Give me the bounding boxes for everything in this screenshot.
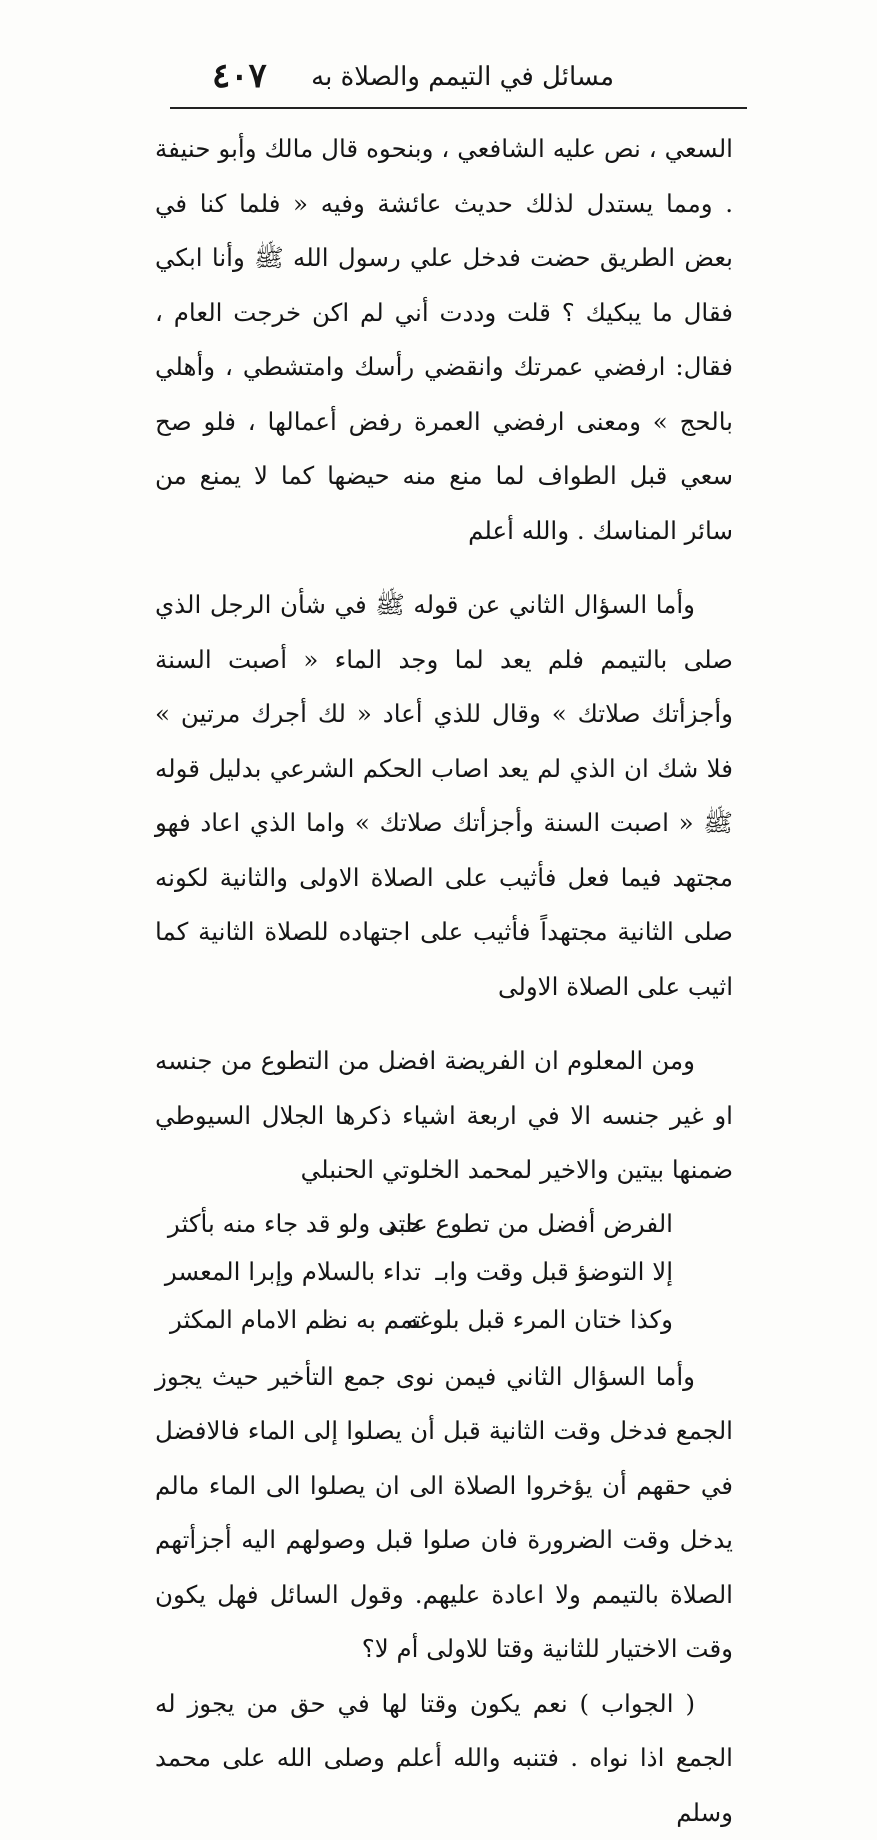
page-number: ٤٠٧ bbox=[212, 56, 267, 96]
header-rule bbox=[170, 107, 747, 109]
paragraph-obligatory-prayer: ومن المعلوم ان الفريضة افضل من التطوع من جنسه او غير جنسه الا في اربعة اشياء ذكرها الجلال السيوطي ضمنها بيتين والاخير لمحمد الخلوتي الحنبلي bbox=[155, 1034, 733, 1198]
verse-first-half: الفرض أفضل من تطوع عابد bbox=[421, 1200, 673, 1248]
running-title: مسائل في التيمم والصلاة به bbox=[311, 62, 614, 92]
verse-second-half: تمم به نظم الامام المكثر bbox=[159, 1296, 421, 1344]
paragraph-continuation: السعي ، نص عليه الشافعي ، وبنحوه قال مالك وأبو حنيفة . ومما يستدل لذلك حديث عائشة وفيه « فلما كنا في بعض الطريق حضت فدخل علي رسول الله ﷺ وأنا ابكي فقال ما يبكيك ؟ قلت وددت أني لم اكن خرجت العام ، فقال: ارفضي عمرتك وانقضي رأسك وامتشطي ، وأهلي بالحج » ومعنى ارفضي العمرة رفض أعمالها ، فلو صح سعي قبل الطواف لما منع منه حيضها كما لا يمنع من سائر المناسك . والله أعلم bbox=[155, 122, 733, 558]
paragraph-second-question: وأما السؤال الثاني عن قوله ﷺ في شأن الرجل الذي صلى بالتيمم فلم يعد لما وجد الماء « أصبت السنة وأجزأتك صلاتك » وقال للذي أعاد « لك أجرك مرتين » فلا شك ان الذي لم يعد اصاب الحكم الشرعي بدليل قوله ﷺ « اصبت السنة وأجزأتك صلاتك » واما الذي اعاد فهو مجتهد فيما فعل فأثيب على الصلاة الاولى والثانية لكونه صلى الثانية مجتهداً فأثيب على اجتهاده للصلاة الثانية كما اثيب على الصلاة الاولى bbox=[155, 578, 733, 1014]
body-text bbox=[155, 122, 733, 1840]
poem-verse bbox=[155, 1296, 733, 1344]
page-header bbox=[170, 54, 746, 98]
poem bbox=[155, 1200, 733, 1344]
verse-first-half: وكذا ختان المرء قبل بلوغه bbox=[421, 1296, 673, 1344]
paragraph-combining-prayers: وأما السؤال الثاني فيمن نوى جمع التأخير حيث يجوز الجمع فدخل وقت الثانية قبل أن يصلوا إلى الماء فالافضل في حقهم أن يؤخروا الصلاة الى ان يصلوا الى الماء مالم يدخل وقت الضرورة فان صلوا قبل وصولهم اليه أجزأتهم الصلاة بالتيمم ولا اعادة عليهم. وقول السائل فهل يكون وقت الاختيار للثانية وقتا للاولى أم لا؟ bbox=[155, 1350, 733, 1677]
poem-verse bbox=[155, 1200, 733, 1248]
verse-second-half: تداء بالسلام وإبرا المعسر bbox=[159, 1248, 421, 1296]
paragraph-answer: ( الجواب ) نعم يكون وقتا لها في حق من يجوز له الجمع اذا نواه . فتنبه والله أعلم وصلى الله على محمد وسلم bbox=[155, 1677, 733, 1840]
verse-second-half: حتى ولو قد جاء منه بأكثر bbox=[159, 1200, 421, 1248]
poem-verse bbox=[155, 1248, 733, 1296]
verse-first-half: إلا التوضؤ قبل وقت وابـ bbox=[421, 1248, 673, 1296]
